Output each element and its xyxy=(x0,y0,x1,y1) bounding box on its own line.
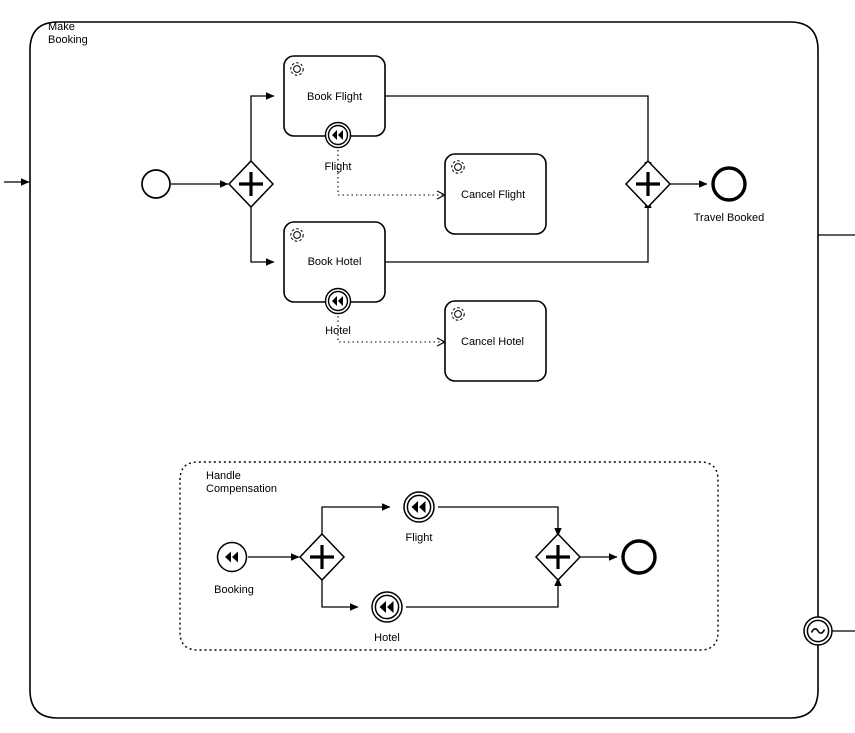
pool-label: Make Booking xyxy=(48,21,88,46)
subprocess-label: Handle Compensation xyxy=(206,470,277,495)
end-event-icon-travel-booked[interactable] xyxy=(713,168,745,200)
task-label-cancel-flight: Cancel Flight xyxy=(461,189,526,201)
compensation-throw-icon-flight[interactable] xyxy=(404,492,434,522)
end-event-label-travel-booked: Travel Booked xyxy=(693,212,765,224)
boundary-label-hotel: Hotel xyxy=(325,325,351,337)
task-label-cancel-hotel: Cancel Hotel xyxy=(461,336,524,348)
compensation-boundary-icon-hotel[interactable] xyxy=(326,289,351,314)
compensation-throw-label-hotel: Hotel xyxy=(374,632,400,644)
compensation-throw-icon-hotel[interactable] xyxy=(372,592,402,622)
task-cancel-hotel[interactable] xyxy=(445,301,546,381)
compensation-throw-label-flight: Flight xyxy=(405,532,433,544)
task-label-book-hotel: Book Hotel xyxy=(307,256,362,268)
compensation-start-icon-booking[interactable] xyxy=(218,543,247,572)
task-cancel-flight[interactable] xyxy=(445,154,546,234)
boundary-label-flight: Flight xyxy=(324,161,352,173)
compensation-start-label-booking: Booking xyxy=(214,584,254,596)
compensation-boundary-icon-flight[interactable] xyxy=(326,123,351,148)
end-event-icon-compensation[interactable] xyxy=(623,541,655,573)
escalation-boundary-icon[interactable] xyxy=(804,617,832,645)
start-event-icon[interactable] xyxy=(142,170,170,198)
task-label-book-flight: Book Flight xyxy=(306,91,363,103)
